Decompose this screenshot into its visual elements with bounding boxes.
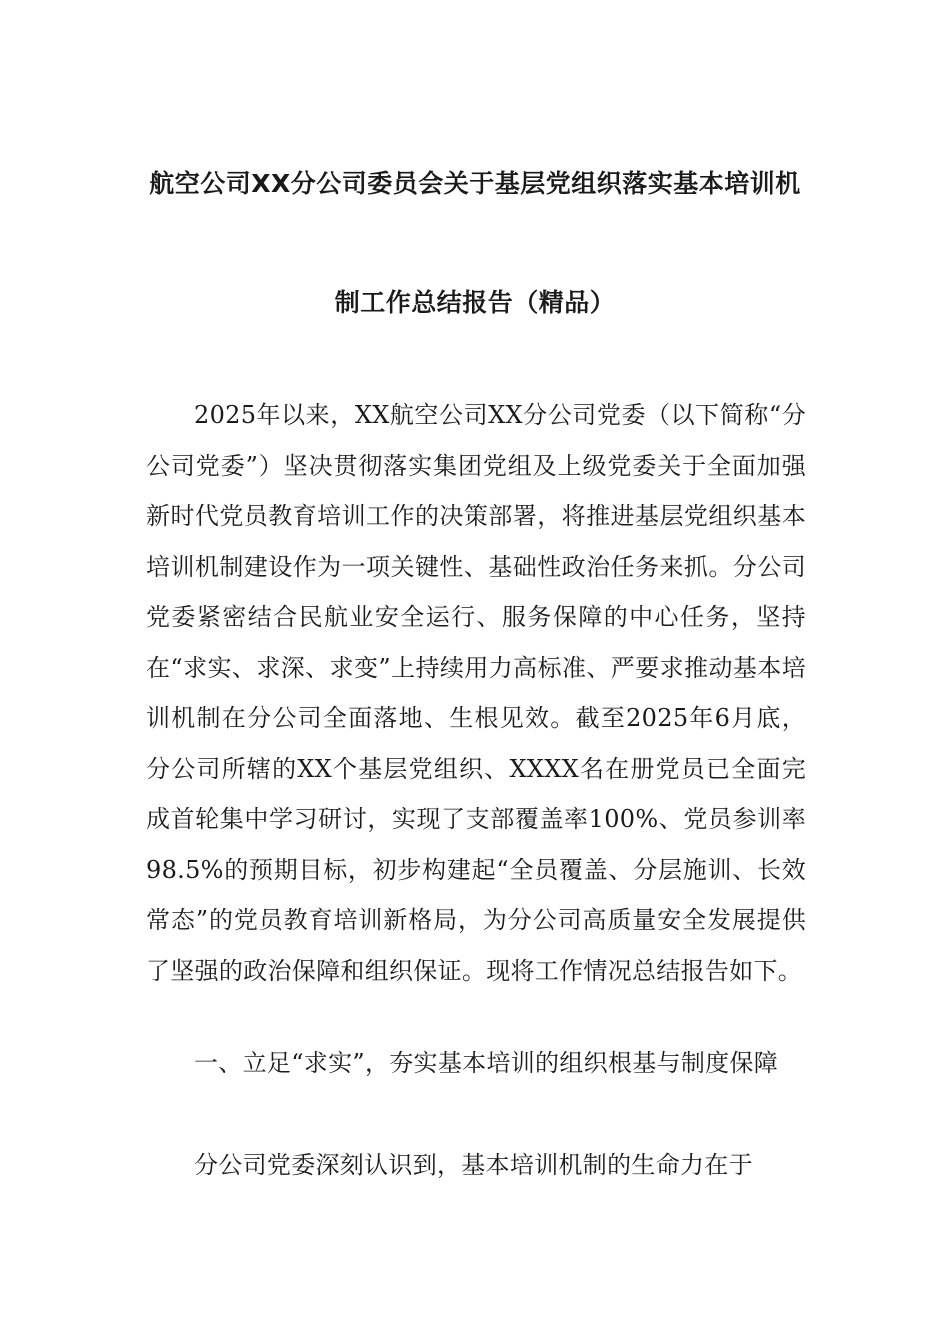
document-title-line-2: 制工作总结报告（精品） — [334, 288, 616, 317]
section-heading-1: 一、立足“求实”，夯实基本培训的组织根基与制度保障 — [194, 1049, 779, 1077]
intro-paragraph: 2025年以来，XX航空公司XX分公司党委（以下简称“分公司党委”）坚决贯彻落实集团党组及上级党委关于全面加强新时代党员教育培训工作的决策部署，将推进基层党组织基本培训机制建设作为一项关键性、基础性政治任务来抓。分公司党委紧密结合民航业安全运行、服务保障的中心任务，坚持在“求实、求深、求变”上持续用力高标准、严要求推动基本培训机制在分公司全面落地、生根见效。截至2025年6月底，分公司所辖的XX个基层党组织、XXXX名在册党员已全面完成首轮集中学习研讨，实现了支部覆盖率100%、党员参训率98.5%的预期目标，初步构建起“全员覆盖、分层施训、长效常态”的党员教育培训新格局，为分公司高质量安全发展提供了坚强的政治保障和组织保证。现将工作情况总结报告如下。 — [146, 401, 806, 985]
document-title-line-1: 航空公司XX分公司委员会关于基层党组织落实基本培训机 — [149, 169, 801, 198]
section-1-paragraph: 分公司党委深刻认识到，基本培训机制的生命力在于 — [194, 1151, 753, 1179]
